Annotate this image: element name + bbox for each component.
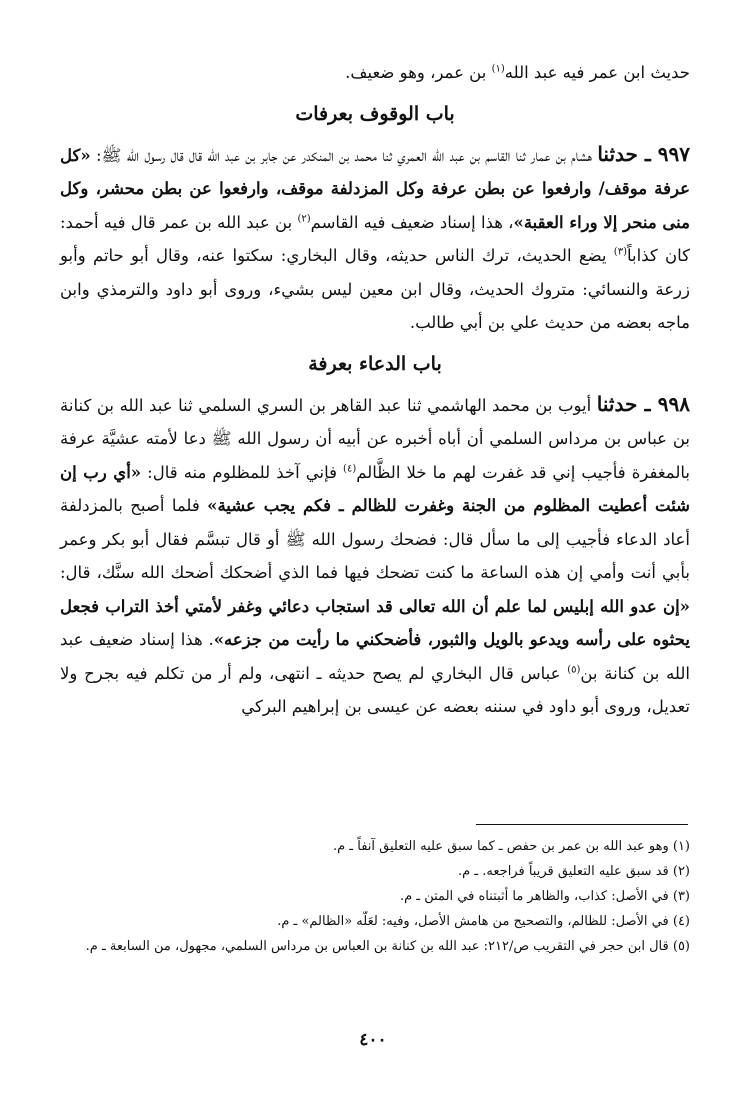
top-line-text-a: حديث ابن عمر فيه عبد الله [504, 63, 690, 82]
section-heading-wuquf: باب الوقوف بعرفات [295, 102, 455, 125]
footnote-separator [476, 824, 688, 825]
hadith-997-comment-c: يضع الحديث، ترك الناس حديثه، وقال البخاري: سكتوا عنه، وقال أبو حاتم وأبو زرعة والنسائي: متروك الحديث، وقال ابن معين ليس بشيء، وروى أبو داود والترمذي وابن ماجه بعضه من حديث علي بن أبي طالب. [60, 246, 690, 332]
page-number: ٤٠٠ [359, 1030, 387, 1050]
hadith-997 [60, 138, 690, 340]
footnotes [54, 834, 690, 959]
hadith-998-matn-2: «إن عدو الله إبليس لما علم أن الله تعالى قد استجاب دعائي وغفر لأمتي أخذ التراب فجعل يحثوه على رأسه ويدعو بالويل والثبور، فأضحكني ما رأيت من جزعه» [60, 596, 690, 649]
hadith-997-comment-a: ، هذا إسناد ضعيف فيه القاسم [310, 212, 514, 232]
footnote-4: (٤) في الأصل: للظالم، والتصحيح من هامش الأصل، وفيه: لعَلّه «الظالم» ـ م. [277, 914, 690, 929]
footnote-ref-2: (٢) [297, 213, 311, 224]
footnote-ref-4: (٤) [343, 463, 357, 474]
footnote-1: (١) وهو عبد الله بن عمر بن حفص ـ كما سبق عليه التعليق آنفاً ـ م. [332, 839, 690, 854]
hadith-998-text-b: فلما أصبح بالمزدلفة أعاد الدعاء فأجيب إلى ما سأل قال: فضحك رسول الله ﷺ أو قال تبسَّم فقال أبو بكر وعمر بأبي أنت وأمي إن هذه الساعة ما كنت تضحك فيها فما الذي أضحكك أضحك الله سنَّك، قال: [60, 496, 690, 582]
hadith-number-998: ٩٩٨ ـ حدثنا [596, 391, 691, 416]
top-line-text-b: بن عمر، وهو ضعيف. [345, 63, 492, 82]
top-line [60, 56, 690, 90]
hadith-997-matn: «كل عرفة موقف/ وارفعوا عن بطن عرفة وكل المزدلفة موقف، وارفعوا عن بطن محشر، وكل منى منحر إلا وراء العقبة» [60, 145, 691, 232]
hadith-998-comment-b: عباس قال البخاري لم يصح حديثه ـ انتهى، ولم أر من تكلم فيه بجرح ولا تعديل، وروى أبو داود في سننه بعضه عن عيسى بن إبراهيم البركي [60, 663, 690, 716]
footnote-ref-3: (٣) [613, 246, 627, 258]
hadith-997-comment-b: بن عبد الله بن عمر قال فيه أحمد: كان كذاباً [60, 212, 690, 265]
footnote-3: (٣) في الأصل: كذاب، والظاهر ما أثبتناه في المتن ـ م. [399, 889, 690, 904]
hadith-998-matn-1: «أي رب إن شئت أعطيت المظلوم من الجنة وغفرت للظالم ـ فكم يجب عشية» [60, 462, 690, 515]
footnote-2: (٢) قد سبق عليه التعليق قريباً فراجعه. ـ م. [458, 864, 690, 879]
footnote-ref-5: (٥) [567, 664, 581, 675]
section-heading-dua: باب الدعاء بعرفة [308, 352, 442, 375]
hadith-998-comment-a: . هذا إسناد ضعيف عبد الله بن كنانة بن [60, 630, 690, 683]
hadith-998-text-a: فإني آخذ للمظلوم منه قال: [141, 462, 344, 482]
hadith-998-isnad: أيوب بن محمد الهاشمي ثنا عبد القاهر بن السري السلمي ثنا عبد الله بن كنانة بن عباس بن مرداس السلمي أن أباه أخبره عن أبيه أن رسول الله ﷺ دعا لأمته عشيَّة عرفة بالمغفرة فأجيب إني قد غفرت لهم ما خلا الظَّالم [60, 395, 690, 482]
hadith-998 [60, 388, 690, 724]
main-text [60, 56, 690, 724]
footnote-5: (٥) قال ابن حجر في التقريب ص/٢١٢: عبد الله بن كنانة بن العباس بن مرداس السلمي، مجهول، من السابعة ـ م. [85, 939, 690, 954]
hadith-997-isnad: هشام بن عمار ثنا القاسم بن عبد الله العمري ثنا محمد بن المنكدر عن جابر بن عبد الله قال قال رسول الله ﷺ: [90, 145, 598, 165]
hadith-number-997: ٩٩٧ ـ حدثنا [597, 141, 690, 166]
footnote-ref-1: (١) [491, 63, 505, 75]
